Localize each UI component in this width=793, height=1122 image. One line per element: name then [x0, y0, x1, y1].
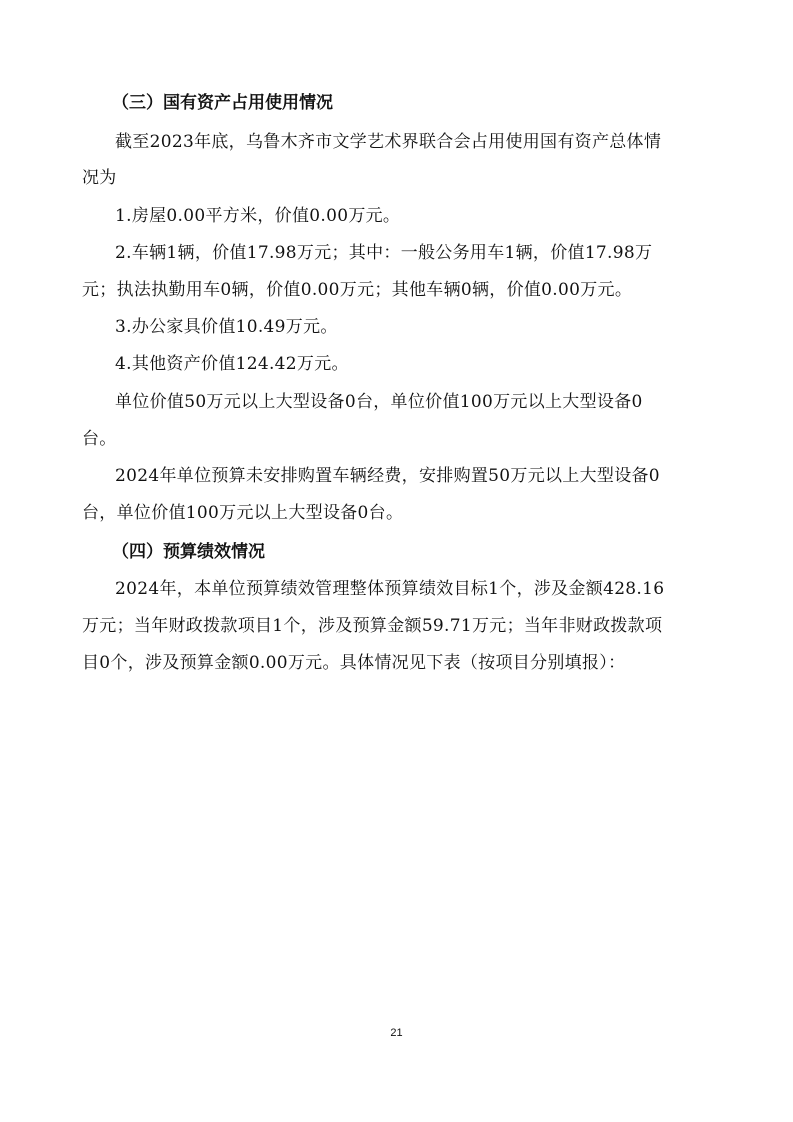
list-item-other-assets: 4.其他资产价值124.42万元。	[115, 354, 349, 374]
paragraph-line: 截至2023年底，乌鲁木齐市文学艺术界联合会占用使用国有资产总体情	[115, 132, 662, 152]
list-item-vehicles: 2.车辆1辆，价值17.98万元；其中：一般公务用车1辆，价值17.98万	[115, 243, 653, 263]
paragraph-line: 台，单位价值100万元以上大型设备0台。	[82, 503, 404, 523]
list-item-housing: 1.房屋0.00平方米，价值0.00万元。	[115, 206, 401, 226]
page-number: 21	[390, 1027, 403, 1039]
paragraph-line: 台。	[82, 429, 117, 449]
paragraph-line: 2024年，本单位预算绩效管理整体预算绩效目标1个，涉及金额428.16	[115, 579, 665, 599]
list-item-vehicles-cont: 元；执法执勤用车0辆，价值0.00万元；其他车辆0辆，价值0.00万元。	[82, 280, 633, 300]
section-heading-assets: （三）国有资产占用使用情况	[112, 93, 333, 113]
section-heading-performance: （四）预算绩效情况	[112, 542, 265, 562]
paragraph-line: 万元；当年财政拨款项目1个，涉及预算金额59.71万元；当年非财政拨款项	[82, 616, 663, 636]
paragraph-line: 单位价值50万元以上大型设备0台，单位价值100万元以上大型设备0	[115, 392, 643, 412]
list-item-furniture: 3.办公家具价值10.49万元。	[115, 317, 338, 337]
paragraph-line: 况为	[82, 168, 117, 188]
paragraph-line: 目0个，涉及预算金额0.00万元。具体情况见下表（按项目分别填报）：	[82, 653, 626, 673]
paragraph-line: 2024年单位预算未安排购置车辆经费，安排购置50万元以上大型设备0	[115, 466, 660, 486]
